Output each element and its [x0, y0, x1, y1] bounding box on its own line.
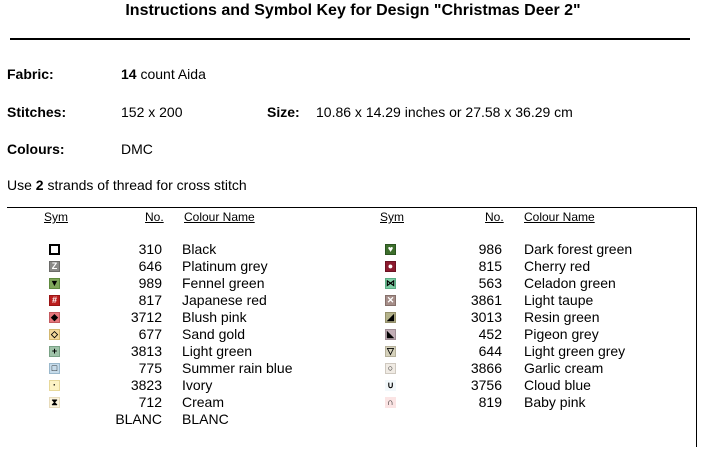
heart-symbol: ♥ — [385, 244, 396, 255]
cap-symbol: ∩ — [385, 397, 396, 408]
stitches-label: Stitches: — [7, 104, 67, 120]
colour-name: Garlic cream — [524, 360, 604, 376]
colour-name: Celadon green — [524, 275, 616, 291]
size-value: 10.86 x 14.29 inches or 27.58 x 36.29 cm — [316, 104, 573, 120]
colour-name: Japanese red — [182, 292, 267, 308]
title-divider — [10, 38, 690, 40]
colour-name: Sand gold — [182, 326, 246, 342]
thread-instruction — [7, 177, 247, 193]
page-title: Instructions and Symbol Key for Design "Christmas Deer 2" — [125, 2, 581, 19]
key-row-right — [7, 258, 697, 275]
colour-name: Resin green — [524, 309, 600, 325]
header-sym-left: Sym — [44, 210, 68, 224]
key-row-left — [7, 411, 697, 428]
blank-symbol — [49, 414, 60, 425]
dmc-number: 817 — [138, 292, 162, 308]
dmc-number: BLANC — [115, 411, 162, 427]
dmc-number: 3013 — [470, 309, 502, 325]
header-sym-right: Sym — [380, 210, 404, 224]
key-row-right — [7, 360, 697, 377]
colour-name: Pigeon grey — [524, 326, 599, 342]
size-label: Size: — [267, 104, 300, 120]
instruction-post: strands of thread for cross stitch — [47, 177, 247, 193]
key-top-border — [7, 207, 697, 208]
dmc-number: 3861 — [470, 292, 502, 308]
key-row-right — [7, 275, 697, 292]
instruction-pre: Use — [7, 177, 32, 193]
circle-symbol: ● — [385, 261, 396, 272]
key-row-right — [7, 326, 697, 343]
small-square-symbol: □ — [49, 363, 60, 374]
stitches-value: 152 x 200 — [121, 104, 183, 120]
colour-name: Light taupe — [524, 292, 594, 308]
key-row-right — [7, 309, 697, 326]
colour-name: Light green grey — [524, 343, 626, 359]
hash-symbol: # — [49, 295, 60, 306]
header-name-left: Colour Name — [184, 210, 255, 224]
header-no-left: No. — [145, 210, 164, 224]
colour-name: Light green — [182, 343, 253, 359]
dmc-number: 3813 — [130, 343, 162, 359]
colour-name: Black — [182, 241, 217, 257]
z-symbol: Z — [49, 261, 60, 272]
dmc-number: 310 — [138, 241, 162, 257]
dmc-number: 677 — [138, 326, 162, 342]
dmc-number: 452 — [478, 326, 502, 342]
dmc-number: 563 — [478, 275, 502, 291]
colour-name: Platinum grey — [182, 258, 268, 274]
colour-name: Cherry red — [524, 258, 591, 274]
x-symbol: ✕ — [386, 295, 395, 305]
key-row-right — [7, 292, 697, 309]
cup-symbol: ∪ — [385, 380, 396, 391]
dmc-number: 989 — [138, 275, 162, 291]
diamond-symbol: ◆ — [49, 312, 60, 323]
header-name-right: Colour Name — [524, 210, 595, 224]
down-triangle-symbol: ▼ — [50, 278, 59, 288]
hollow-diamond-symbol: ◇ — [49, 329, 60, 340]
dmc-number: 819 — [478, 394, 502, 410]
hollow-circle-symbol: ○ — [385, 363, 396, 374]
bowtie-symbol: ⋈ — [386, 278, 395, 288]
colour-name: Baby pink — [524, 394, 586, 410]
colour-name: Ivory — [182, 377, 213, 393]
fabric-type: count Aida — [140, 66, 206, 82]
key-row-right — [7, 394, 697, 411]
hourglass-symbol: ⧗ — [49, 397, 60, 408]
key-row-right — [7, 241, 697, 258]
dmc-number: 646 — [138, 258, 162, 274]
colour-name: Cloud blue — [524, 377, 591, 393]
colours-value: DMC — [121, 141, 153, 157]
strand-count: 2 — [35, 177, 44, 193]
colours-label: Colours: — [7, 141, 65, 157]
dmc-number: 815 — [478, 258, 502, 274]
colour-name: Summer rain blue — [182, 360, 293, 376]
dmc-number: 775 — [138, 360, 162, 376]
dmc-number: 3756 — [470, 377, 502, 393]
fabric-value — [121, 66, 206, 82]
corner-triangle-symbol: ◢ — [385, 312, 396, 323]
key-row-right — [7, 377, 697, 394]
dmc-number: 712 — [138, 394, 162, 410]
fabric-label: Fabric: — [7, 66, 54, 82]
dmc-number: 3866 — [470, 360, 502, 376]
plus-symbol: + — [49, 346, 60, 357]
dmc-number: 644 — [478, 343, 502, 359]
colour-name: Blush pink — [182, 309, 247, 325]
dot-symbol: · — [49, 380, 60, 391]
dmc-number: 3823 — [130, 377, 162, 393]
hollow-down-triangle-symbol: ▽ — [385, 346, 396, 357]
colour-name: Dark forest green — [524, 241, 633, 257]
symbol-key-table — [7, 207, 697, 447]
header-no-right: No. — [485, 210, 504, 224]
dmc-number: 986 — [478, 241, 502, 257]
dmc-number: 3712 — [130, 309, 162, 325]
fabric-count: 14 — [121, 66, 137, 82]
left-corner-triangle-symbol: ◣ — [385, 329, 396, 340]
colour-name: BLANC — [182, 411, 229, 427]
key-row-right — [7, 343, 697, 360]
colour-name: Cream — [182, 394, 225, 410]
colour-name: Fennel green — [182, 275, 265, 291]
